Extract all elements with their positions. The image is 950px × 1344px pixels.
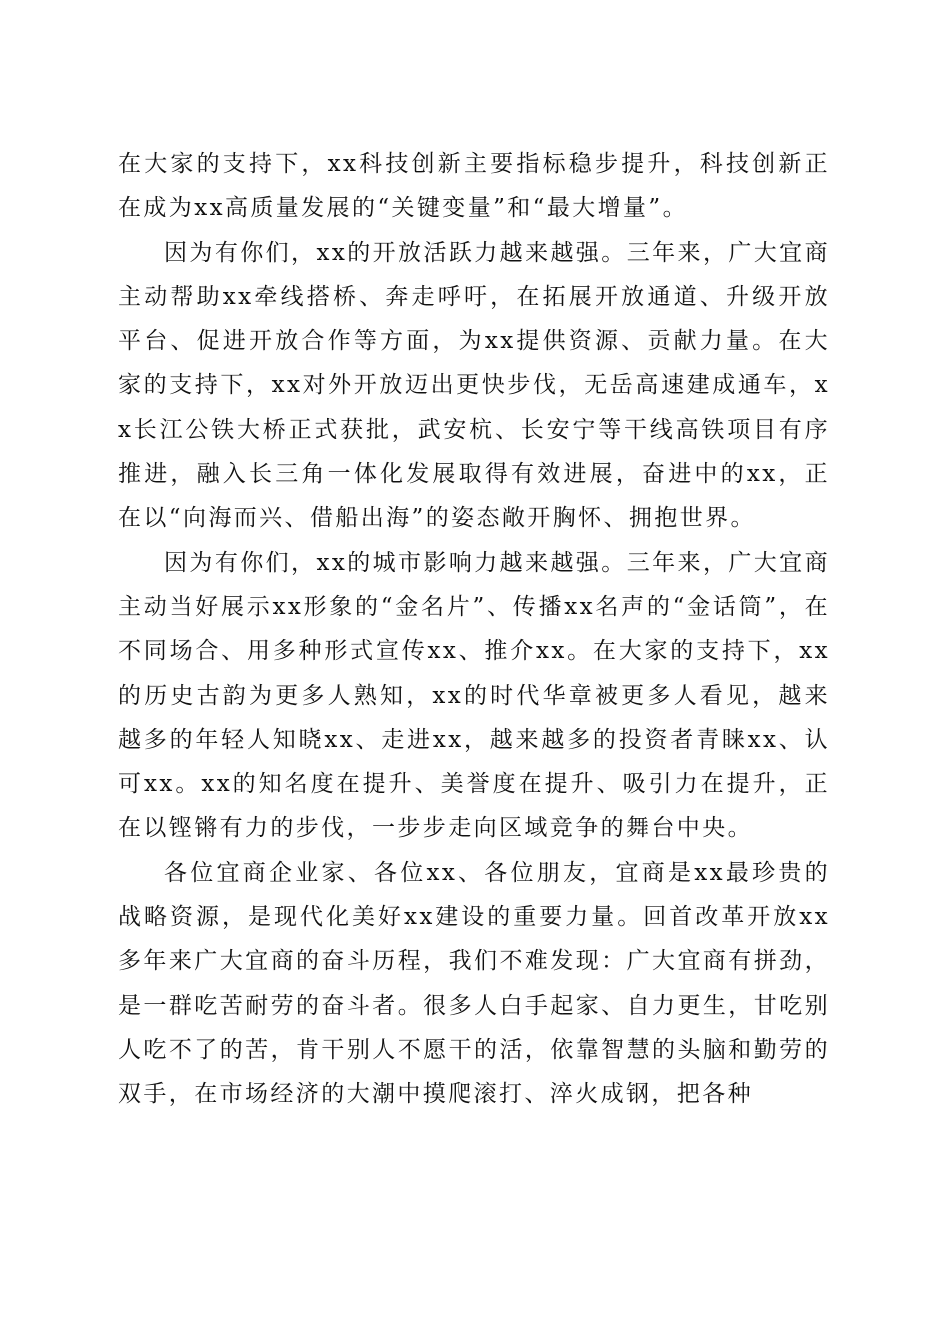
- paragraph-continuation: 在大家的支持下，xx科技创新主要指标稳步提升，科技创新正在成为xx高质量发展的“关键变量”和“最大增量”。: [118, 151, 830, 222]
- paragraph-influence: 因为有你们，xx的城市影响力越来越强。三年来，广大宜商主动当好展示xx形象的“金名片”、传播xx名声的“金话筒”，在不同场合、用多种形式宣传xx、推介xx。在大家的支持下，xx的历史古韵为更多人熟知，xx的时代华章被更多人看见，越来越多的年轻人知晓xx、走进xx，越来越多的投资者青睐xx、认可xx。xx的知名度在提升、美誉度在提升、吸引力在提升，正在以铿锵有力的步伐，一步步走向区域竞争的舞台中央。: [118, 549, 830, 842]
- paragraph-entrepreneurs: 各位宜商企业家、各位xx、各位朋友，宜商是xx最珍贵的战略资源，是现代化美好xx建设的重要力量。回首改革开放xx多年来广大宜商的奋斗历程，我们不难发现：广大宜商有拼劲，是一群吃苦耐劳的奋斗者。很多人白手起家、自力更生，甘吃别人吃不了的苦，肯干别人不愿干的活，依靠智慧的头脑和勤劳的双手，在市场经济的大潮中摸爬滚打、淬火成钢，把各种: [118, 859, 830, 1108]
- paragraph-openness: 因为有你们，xx的开放活跃力越来越强。三年来，广大宜商主动帮助xx牵线搭桥、奔走呼吁，在拓展开放通道、升级开放平台、促进开放合作等方面，为xx提供资源、贡献力量。在大家的支持下，xx对外开放迈出更快步伐，无岳高速建成通车，xx长江公铁大桥正式获批，武安杭、长安宁等干线高铁项目有序推进，融入长三角一体化发展取得有效进展，奋进中的xx，正在以“向海而兴、借船出海”的姿态敞开胸怀、拥抱世界。: [118, 239, 830, 532]
- body-text: [118, 142, 830, 1117]
